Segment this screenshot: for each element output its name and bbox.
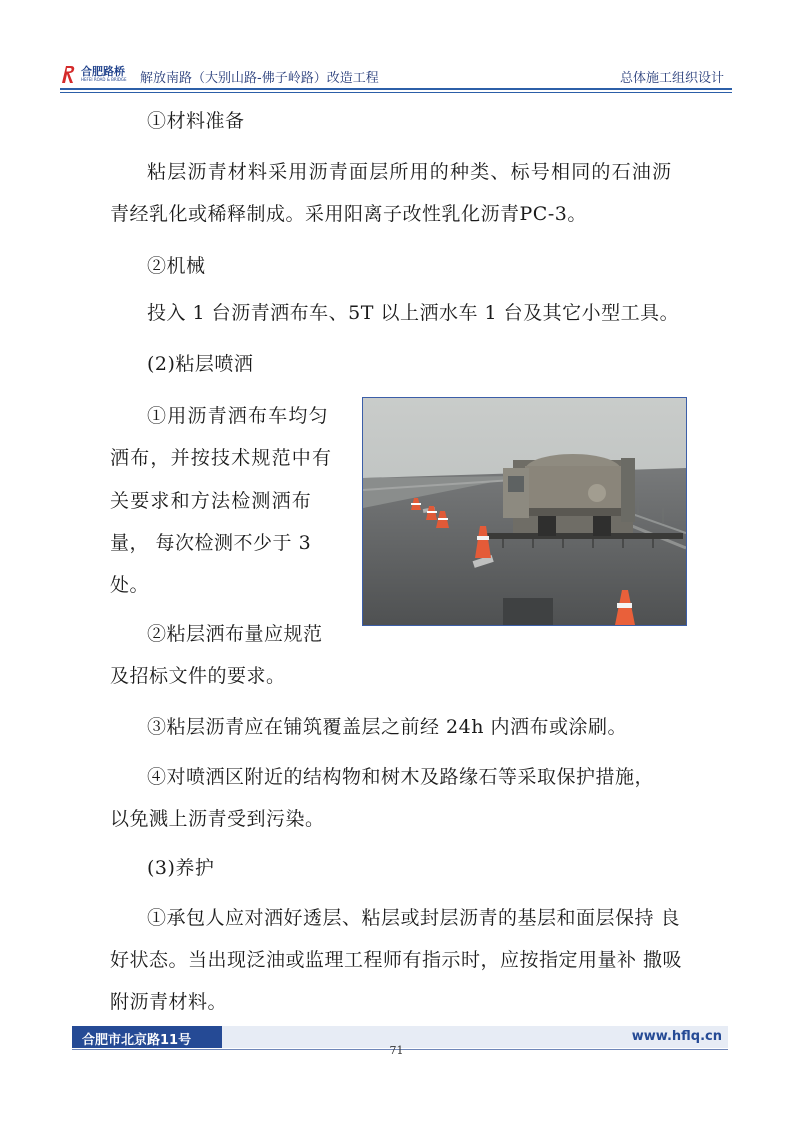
paragraph-curing-line-3: 附沥青材料。 — [110, 991, 228, 1013]
asphalt-distributor-photo — [362, 397, 687, 626]
page-number: 71 — [389, 1044, 404, 1057]
paragraph-curing-line-2: 好状态。当出现泛油或监理工程师有指示时，应按指定用量补 撒吸 — [110, 949, 683, 971]
logo-english-name: HEFEI ROAD & BRIDGE — [81, 77, 127, 82]
paragraph-spraying-1-line-2: 洒布，并按技术规范中有 — [110, 447, 333, 469]
logo-mark-icon — [60, 64, 78, 84]
paragraph-material-line-1: 粘层沥青材料采用沥青面层所用的种类、标号相同的石油沥 — [147, 161, 673, 183]
paragraph-spraying-2-line-1: ②粘层洒布量应规范 — [147, 623, 323, 645]
paragraph-spraying-1-line-5: 处。 — [110, 574, 150, 596]
footer-website: www.hflq.cn — [631, 1029, 722, 1044]
paragraph-spraying-3: ③粘层沥青应在铺筑覆盖层之前经 24h 内洒布或涂刷。 — [147, 716, 627, 738]
paragraph-spraying-1-line-3: 关要求和方法检测洒布 — [110, 490, 313, 512]
company-logo — [60, 64, 127, 84]
logo-chinese-name: 合肥路桥 — [81, 65, 125, 78]
paragraph-material-line-2: 青经乳化或稀释制成。采用阳离子改性乳化沥青PC-3。 — [110, 203, 587, 225]
paragraph-machinery-heading: ②机械 — [147, 255, 206, 277]
section-spraying-heading: (2)粘层喷洒 — [147, 353, 254, 375]
section-curing-heading: (3)养护 — [147, 857, 215, 879]
paragraph-spraying-4-line-1: ④对喷洒区附近的结构物和树木及路缘石等采取保护措施， — [147, 766, 655, 788]
paragraph-spraying-1-line-1: ①用沥青洒布车均匀 — [147, 405, 329, 427]
paragraph-spraying-4-line-2: 以免溅上沥青受到污染。 — [110, 808, 325, 830]
road-scene-illustration — [363, 398, 686, 625]
paragraph-spraying-2-line-2: 及招标文件的要求。 — [110, 665, 286, 687]
page-header — [60, 58, 732, 90]
paragraph-machinery-text: 投入 1 台沥青洒布车、5T 以上洒水车 1 台及其它小型工具。 — [147, 302, 680, 324]
paragraph-material-heading: ①材料准备 — [147, 110, 245, 132]
document-title: 总体施工组织设计 — [619, 71, 724, 86]
header-rule-thick — [60, 88, 732, 90]
project-title: 解放南路（大别山路-佛子岭路）改造工程 — [140, 71, 379, 86]
paragraph-spraying-1-line-4: 量， 每次检测不少于 3 — [110, 532, 312, 554]
footer-address: 合肥市北京路11号 — [82, 1033, 192, 1048]
paragraph-curing-line-1: ①承包人应对洒好透层、粘层或封层沥青的基层和面层保持 良 — [147, 907, 681, 929]
header-rule-thin — [60, 92, 732, 93]
